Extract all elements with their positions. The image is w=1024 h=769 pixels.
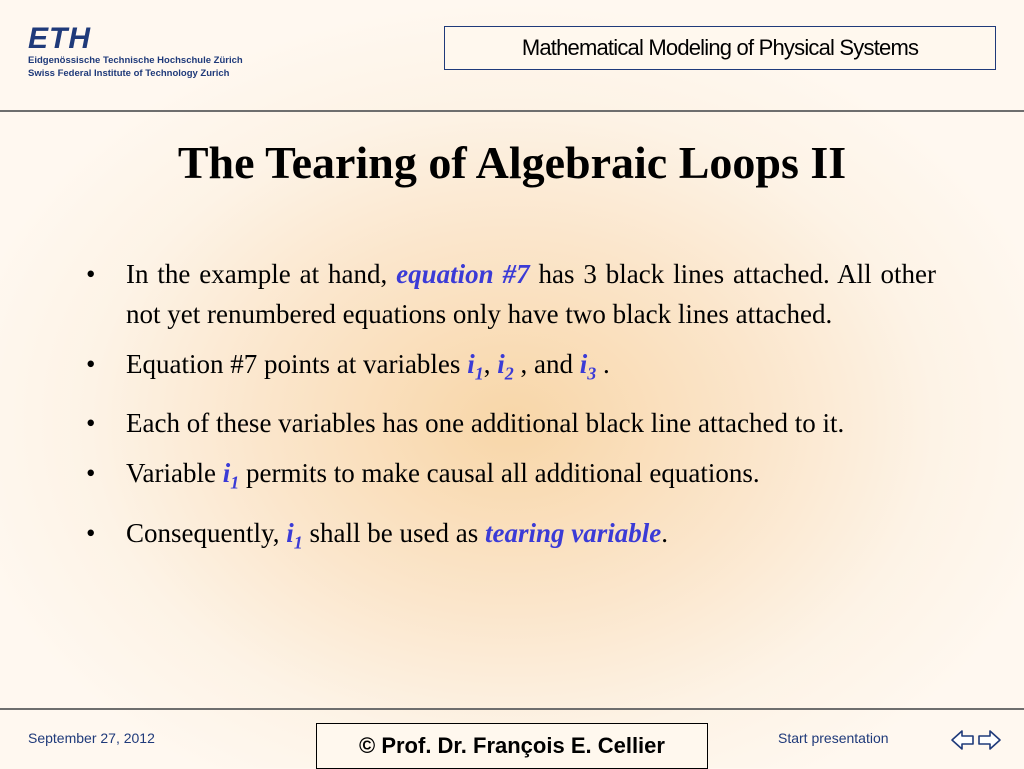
footer-credit: © Prof. Dr. François E. Cellier [359, 733, 665, 758]
slide-title: The Tearing of Algebraic Loops II [177, 137, 847, 188]
eth-logo-line-2: Swiss Federal Institute of Technology Zurich [28, 68, 230, 79]
bullet-text: has 3 black lines attached. All other not yet renumbered equations only have two black lines attached. [126, 259, 937, 329]
bullet-text: Variable [126, 458, 216, 489]
bullet-text: Each of these variables has one additional black line attached to it. [126, 408, 845, 439]
bullet-text: In the example at hand, [126, 259, 388, 289]
eth-logo-mark: ETH [28, 22, 91, 55]
course-title-box [444, 26, 996, 70]
bullet-text: Equation #7 points at variables [126, 349, 461, 379]
variable-i1: $i_1$ [467, 349, 484, 384]
start-presentation-link[interactable]: Start presentation [778, 730, 889, 746]
top-divider [0, 110, 1024, 112]
bullet-text: . [602, 349, 610, 379]
bullet-item: • Equation #7 points at variables $i_1$, $i_2$ , and $i_3$ . [84, 344, 936, 393]
bullet-text: . [661, 517, 668, 548]
arrow-left-icon[interactable] [950, 726, 975, 754]
course-title: Mathematical Modeling of Physical Systems [521, 35, 919, 60]
bullet-item [84, 513, 936, 562]
bullet-text: shall be used as [309, 517, 479, 548]
variable-i3: $i_3$ [579, 349, 597, 384]
eth-logo [28, 24, 243, 80]
highlight-text: equation #7 [396, 259, 530, 289]
footer-date: September 27, 2012 [28, 730, 155, 746]
arrow-right-icon[interactable] [977, 726, 1002, 754]
variable-i1: $i_1$ [286, 517, 303, 553]
bullet-item [84, 453, 936, 502]
bottom-divider [0, 708, 1024, 710]
bullet-item [84, 403, 936, 443]
highlight-text: tearing variable [484, 517, 662, 548]
eth-logo-line-1: Eidgenössische Technische Hochschule Zürich [28, 55, 243, 66]
bullet-text: permits to make causal all additional equations. [245, 458, 760, 489]
footer-credit-box [316, 723, 708, 769]
bullet-text: Consequently, [126, 517, 280, 548]
variable-i1: $i_1$ [222, 458, 240, 493]
bullet-list [84, 254, 936, 572]
bullet-item [84, 254, 936, 334]
variable-i2: $i_2$ [497, 349, 514, 384]
bullet-text: , and [520, 349, 573, 379]
slide-navigation [950, 726, 1002, 754]
